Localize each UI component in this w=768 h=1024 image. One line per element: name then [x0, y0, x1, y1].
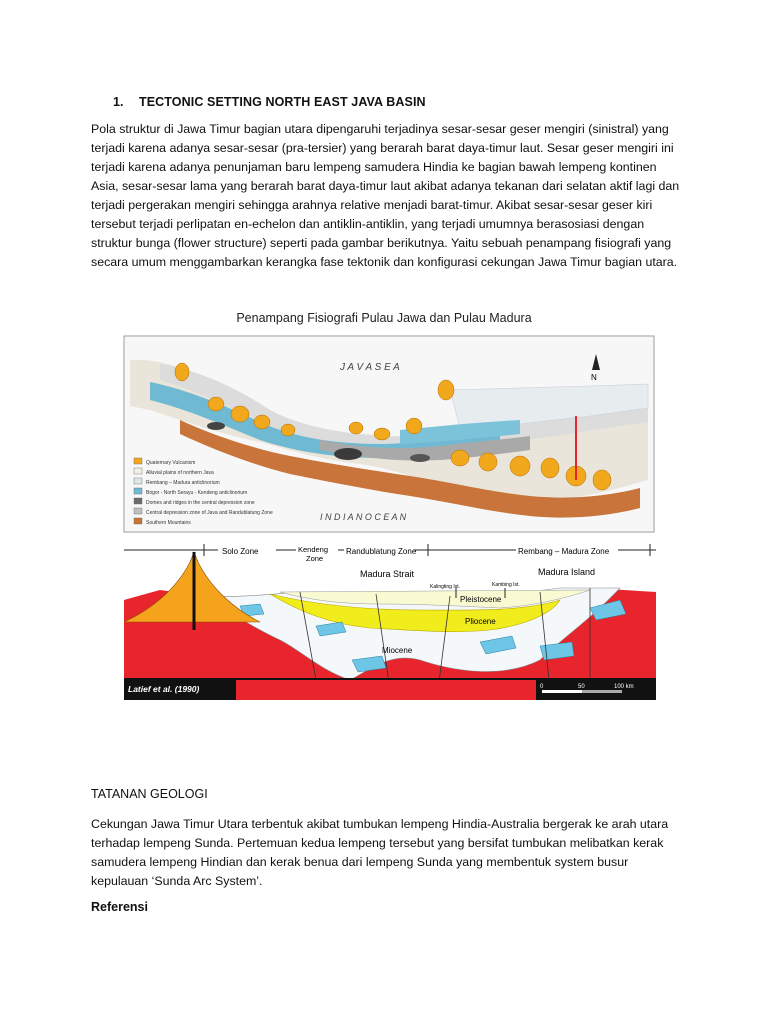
java-map: [124, 336, 654, 532]
place-label: Madura Strait: [360, 569, 415, 579]
unit-label: Miocene: [382, 646, 413, 655]
zone-label: Solo Zone: [222, 547, 259, 556]
section-heading: [113, 95, 426, 109]
scale-label: 100 km: [614, 684, 634, 690]
section-heading: TATANAN GEOLOGI: [91, 787, 208, 801]
legend-label: Quaternary Vulcanism: [146, 460, 196, 466]
legend-label: Domes and ridges in the central depression zone: [146, 500, 255, 506]
zone-label: Rembang – Madura Zone: [518, 547, 610, 556]
well-label: Kalingting Ist.: [430, 584, 461, 590]
section-heading: Referensi: [91, 900, 148, 914]
body-paragraph: Cekungan Jawa Timur Utara terbentuk akibat tumbukan lempeng Hindia-Australia bergerak ke arah utara terhadap lempeng Sunda. Pertemuan kedua lempeng tersebut yang bersifat tumbukan melibatkan kerak samudera lempeng Hindian dan kerak benua dari lempeng Sunda yang membentuk system busur kepulauan ‘Sunda Arc System’.: [91, 817, 669, 888]
physiography-figure: [120, 330, 680, 745]
zone-label: Kendeng: [298, 545, 329, 554]
map-label-indian-ocean: I N D I A N O C E A N: [320, 512, 407, 522]
body-paragraph: Pola struktur di Jawa Timur bagian utara dipengaruhi terjadinya sesar-sesar geser mengiri (sinistral) yang terjadi karena adanya sesar-sesar (pra-tersier) yang berarah barat daya-timur laut. Sesar geser mengiri ini terjadi karena adanya penunjaman baru lempeng samudera Hindia ke bagian bawah lempeng kontinen Asia, sesar-sesar lama yang berarah barat daya-timur laut akibat adanya tekanan dari selatan aktif lagi dan terjadi pergerakan mengiri sehingga arahnya relative menjadi barat-timur. Akibat sesar-sesar geser kiri tersebut terjadi perlipatan en-echelon dan antiklin-antiklin, yang terjadi umumnya berasosiasi dengan struktur bunga (flower structure) seperti pada gambar berikutnya. Yaitu sebuah penampang fisiografi yang secara umum menggambarkan kerangka fase tektonik dan konfigurasi cekungan Jawa Timur bagian utara.: [91, 122, 680, 269]
section-title: TECTONIC SETTING NORTH EAST JAVA BASIN: [139, 95, 426, 109]
section-number: 1.: [113, 95, 124, 109]
legend-label: Southern Mountains: [146, 520, 191, 526]
cross-section: [120, 540, 680, 745]
unit-label: Pliocene: [465, 617, 496, 626]
legend-label: Alluvial plains of northern Java: [146, 470, 214, 476]
legend-label: Bogor - North Serayu - Kendeng anticlinorium: [146, 490, 248, 496]
scale-label: 0: [540, 684, 544, 690]
legend-label: Central depression zone of Java and Randublatung Zone: [146, 510, 273, 516]
figure: [120, 330, 680, 745]
svg-text:N: N: [591, 373, 597, 382]
unit-label: Pleistocene: [460, 595, 502, 604]
figure-credit: Latief et al. (1990): [128, 684, 200, 694]
map-label-java-sea: J A V A S E A: [340, 362, 400, 373]
scale-label: 50: [578, 684, 585, 690]
place-label: Madura Island: [538, 567, 596, 577]
well-label: Kambing Ist.: [492, 582, 520, 588]
zone-label: Randublatung Zone: [346, 547, 417, 556]
zone-label: Zone: [306, 554, 324, 563]
figure-title: Penampang Fisiografi Pulau Jawa dan Pulau Madura: [236, 311, 532, 325]
legend-label: Rembang – Madura anticlinorium: [146, 480, 220, 486]
